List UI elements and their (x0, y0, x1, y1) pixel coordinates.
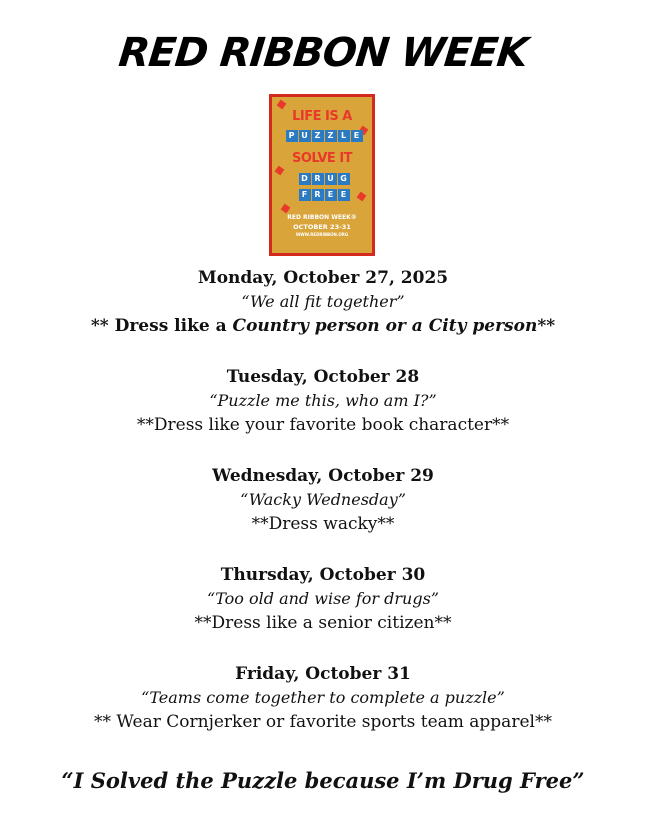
day-dress: ** Wear Cornjerker or favorite sports team apparel** (94, 712, 552, 732)
poster-puzzle-tiles (278, 130, 370, 142)
letter-tile: R (312, 189, 324, 201)
poster-line-life: LIFE IS A (292, 109, 352, 124)
day-dress (0, 314, 646, 339)
day-date: Tuesday, October 28 (226, 367, 420, 387)
poster-free-tiles (278, 189, 370, 201)
day-theme: “Puzzle me this, who am I?” (209, 391, 437, 410)
day-dress: **Dress wacky** (251, 514, 395, 534)
poster-event: RED RIBBON WEEK® (287, 214, 357, 221)
letter-tile: D (299, 173, 311, 185)
letter-tile: L (338, 130, 350, 142)
red-ribbon-poster (269, 94, 375, 256)
day-date: Thursday, October 30 (220, 565, 426, 585)
day-dress: **Dress like a senior citizen** (194, 613, 452, 633)
dress-emphasis: Country person or a City person (232, 316, 538, 336)
poster-line-solve: SOLVE IT (291, 151, 353, 166)
dress-prefix: ** Dress like a (90, 316, 233, 336)
day-date: Friday, October 31 (235, 664, 411, 684)
day-date: Wednesday, October 29 (212, 466, 434, 486)
day-date: Monday, October 27, 2025 (197, 268, 449, 288)
day-theme: “Too old and wise for drugs” (207, 589, 439, 608)
day-dress: **Dress like your favorite book character** (136, 415, 510, 435)
letter-tile: U (299, 130, 311, 142)
day-friday (0, 662, 646, 735)
day-theme: “Wacky Wednesday” (240, 490, 406, 509)
puzzle-piece-icon (277, 100, 287, 110)
day-tuesday (0, 365, 646, 438)
closing-slogan: “I Solved the Puzzle because I’m Drug Free” (61, 768, 585, 793)
puzzle-piece-icon (281, 204, 291, 214)
letter-tile: E (338, 189, 350, 201)
letter-tile: Z (312, 130, 324, 142)
letter-tile: P (286, 130, 298, 142)
day-thursday (0, 563, 646, 636)
day-wednesday (0, 464, 646, 537)
letter-tile: Z (325, 130, 337, 142)
letter-tile: U (325, 173, 337, 185)
day-theme: “Teams come together to complete a puzzle” (141, 688, 505, 707)
letter-tile: E (351, 130, 363, 142)
poster-dates: OCTOBER 23-31 (293, 223, 351, 231)
letter-tile: R (312, 173, 324, 185)
day-monday (0, 266, 646, 339)
letter-tile: E (325, 189, 337, 201)
letter-tile: F (299, 189, 311, 201)
poster-url: WWW.REDRIBBON.ORG (295, 232, 349, 237)
page-title: RED RIBBON WEEK (116, 30, 530, 76)
dress-suffix: ** (537, 316, 556, 336)
day-theme: “We all fit together” (241, 292, 405, 311)
letter-tile: G (338, 173, 350, 185)
poster-drug-tiles (278, 173, 370, 185)
